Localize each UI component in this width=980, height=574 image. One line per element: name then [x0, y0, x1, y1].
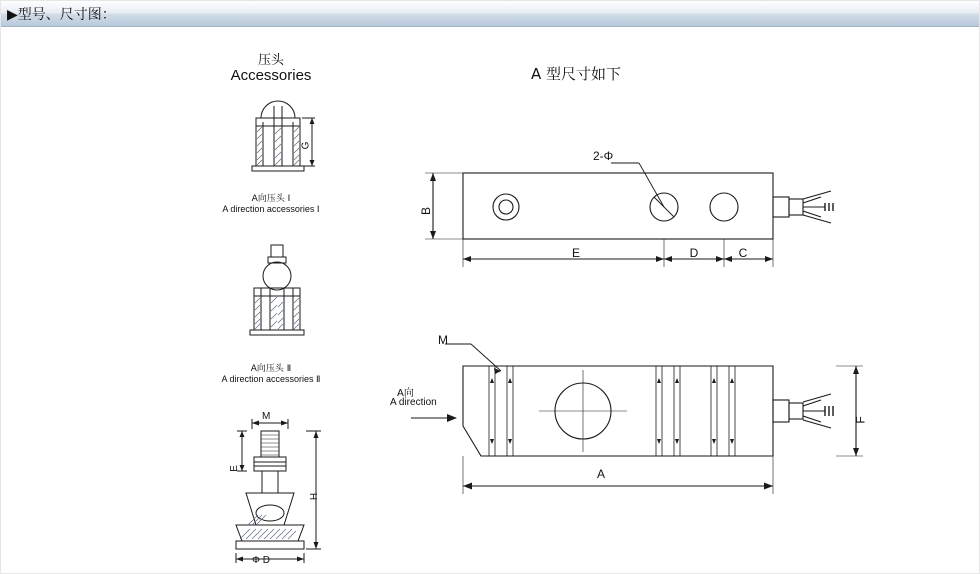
accessory-3-dim-m: M	[262, 411, 271, 422]
side-view-dim-f: F	[853, 416, 868, 424]
side-view-drawing	[411, 326, 971, 556]
accessory-2-caption-cn: A向压头 Ⅱ	[250, 364, 292, 374]
accessory-1-caption-en: A direction accessories Ⅰ	[222, 204, 320, 214]
top-view-dim-d: D	[689, 246, 699, 260]
accessory-2-caption-en: A direction accessories Ⅱ	[221, 374, 321, 384]
side-view-direction-cn: A向	[397, 388, 414, 399]
top-view-dim-e: E	[571, 246, 580, 260]
accessory-1-caption-cn: A向压头 Ⅰ	[251, 194, 291, 204]
accessories-heading-cn: 压头	[257, 53, 284, 68]
accessory-3-dim-phi-d: Φ D	[252, 555, 270, 566]
top-view-callout-2phi: 2-Φ	[593, 149, 614, 163]
top-view-drawing	[411, 141, 971, 281]
side-view-callout-m: M	[438, 333, 448, 347]
section-header-bar	[1, 1, 980, 27]
accessory-2-drawing	[216, 241, 336, 361]
accessory-1-drawing	[216, 96, 336, 196]
right-column-title: A 型尺寸如下	[531, 65, 622, 83]
accessory-3-dim-h: H	[309, 492, 321, 501]
accessory-1-dim-g: G	[300, 141, 312, 150]
accessory-3-drawing	[206, 413, 346, 573]
top-view-dim-b: B	[419, 206, 434, 216]
side-view-dim-a: A	[596, 467, 605, 481]
page-title: ▶型号、尺寸图：	[7, 7, 116, 23]
accessory-3-dim-e: E	[228, 465, 240, 472]
accessories-heading-en: Accessories	[230, 67, 312, 84]
side-view-direction-en: A direction	[390, 397, 437, 408]
top-view-dim-c: C	[738, 246, 748, 260]
